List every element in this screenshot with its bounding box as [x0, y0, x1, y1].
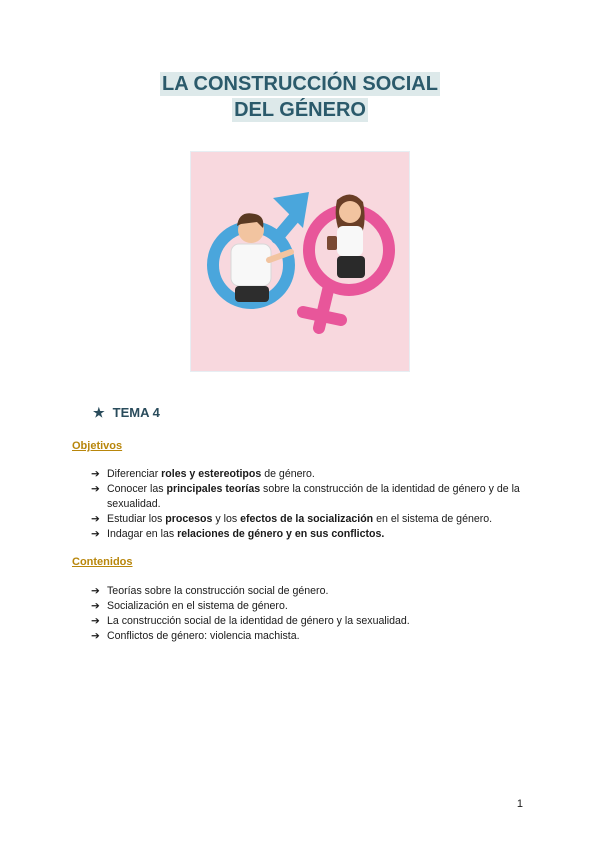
list-item: ➔ Diferenciar roles y estereotipos de género. [91, 468, 315, 480]
arrow-icon: ➔ [91, 468, 100, 480]
contenidos-heading: Contenidos [72, 556, 133, 568]
arrow-icon: ➔ [91, 483, 100, 495]
arrow-icon: ➔ [91, 513, 100, 525]
objetivos-list [91, 467, 521, 542]
title-line-2: DEL GÉNERO [234, 99, 366, 121]
list-item: ➔ Teorías sobre la construcción social de género. [91, 585, 329, 597]
page-number: 1 [516, 798, 523, 810]
list-item: ➔ Conocer las principales teorías sobre la construcción de la identidad de género y de la sexualidad. [91, 483, 520, 510]
objetivos-heading: Objetivos [72, 440, 123, 452]
page-title [0, 72, 600, 124]
arrow-icon: ➔ [91, 528, 100, 540]
arrow-icon: ➔ [91, 615, 100, 627]
arrow-icon: ➔ [91, 630, 100, 642]
list-item: ➔ Socialización en el sistema de género. [91, 600, 288, 612]
star-icon: ★ [93, 405, 105, 420]
gender-symbols-image [191, 152, 409, 371]
gender-illustration [191, 152, 409, 371]
list-item: ➔ La construcción social de la identidad de género y la sexualidad. [91, 615, 410, 627]
list-item: ➔ Indagar en las relaciones de género y en sus conflictos. [91, 528, 385, 540]
list-item: ➔ Conflictos de género: violencia machista. [91, 630, 300, 642]
tema-heading [93, 405, 160, 421]
list-item: ➔ Estudiar los procesos y los efectos de la socialización en el sistema de género. [91, 513, 493, 525]
contenidos-list [91, 584, 521, 644]
tema-label: TEMA 4 [112, 405, 160, 420]
arrow-icon: ➔ [91, 585, 100, 597]
title-line-1: LA CONSTRUCCIÓN SOCIAL [162, 73, 438, 95]
arrow-icon: ➔ [91, 600, 100, 612]
